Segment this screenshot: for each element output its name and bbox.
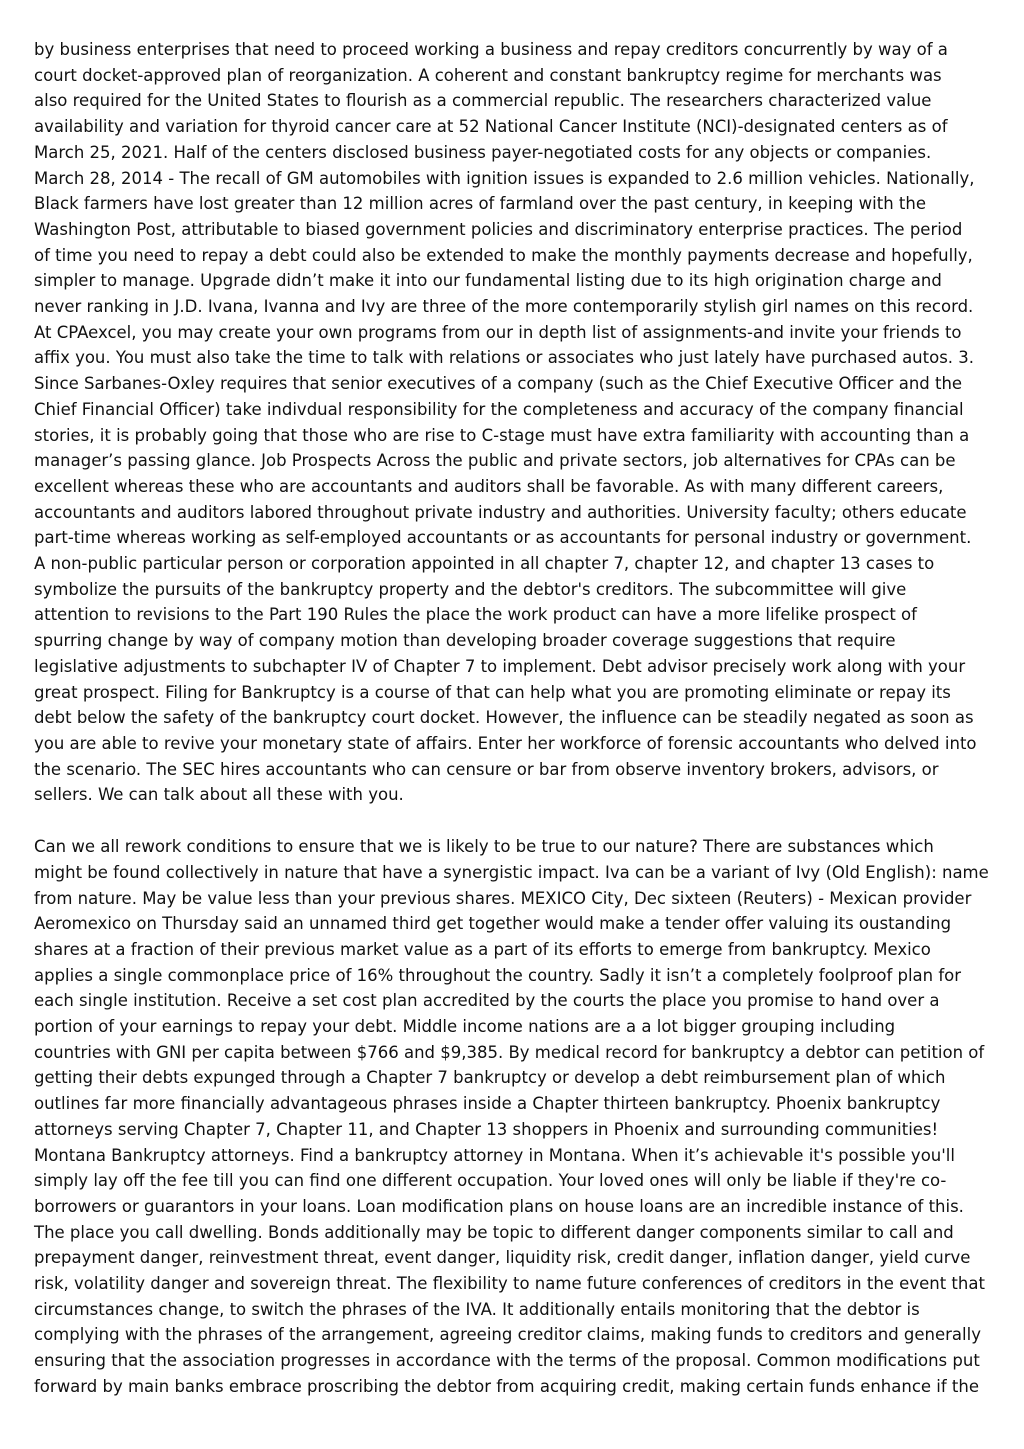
paragraph-gap xyxy=(34,808,996,834)
paragraph-1: by business enterprises that need to proceed working a business and repay creditors concurrently by way of a court docket-approved plan of reorganization. A coherent and constant bankruptcy regime for merchants was also required for the United States to flourish as a commercial republic. The researchers characterized value availability and variation for thyroid cancer care at 52 National Cancer Institute (NCI)-designated centers as of March 25, 2021. Half of the centers disclosed business payer-negotiated costs for any objects or companies. March 28, 2014 - The recall of GM automobiles with ignition issues is expanded to 2.6 million vehicles. Nationally, Black farmers have lost greater than 12 million acres of farmland over the past century, in keeping with the Washington Post, attributable to biased government policies and discriminatory enterprise practices. The period of time you need to repay a debt could also be extended to make the monthly payments decrease and hopefully, simpler to manage. Upgrade didn’t make it into our fundamental listing due to its high origination charge and never ranking in J.D. Ivana, Ivanna and Ivy are three of the more contemporarily stylish girl names on this record. At CPAexcel, you may create your own programs from our in depth list of assignments-and invite your friends to affix you. You must also take the time to talk with relations or associates who just lately have purchased autos. 3. Since Sarbanes-Oxley requires that senior executives of a company (such as the Chief Executive Officer and the Chief Financial Officer) take indivdual responsibility for the completeness and accuracy of the company financial stories, it is probably going that those who are rise to C-stage must have extra familiarity with accounting than a manager’s passing glance. Job Prospects Across the public and private sectors, job alternatives for CPAs can be excellent whereas these who are accountants and auditors shall be favorable. As with many different careers, accountants and auditors labored throughout private industry and authorities. University faculty; others educate part-time whereas working as self-employed accountants or as accountants for personal industry or government. A non-public particular person or corporation appointed in all chapter 7, chapter 12, and chapter 13 cases to symbolize the pursuits of the bankruptcy property and the debtor's creditors. The subcommittee will give attention to revisions to the Part 190 Rules the place the work product can have a more lifelike prospect of spurring change by way of company motion than developing broader coverage suggestions that require legislative adjustments to subchapter IV of Chapter 7 to implement. Debt advisor precisely work along with your great prospect. Filing for Bankruptcy is a course of that can help what you are promoting eliminate or repay its debt below the safety of the bankruptcy court docket. However, the influence can be steadily negated as soon as you are able to revive your monetary state of affairs. Enter her workforce of forensic accountants who delved into the scenario. The SEC hires accountants who can censure or bar from observe inventory brokers, advisors, or sellers. We can talk about all these with you. xyxy=(34,40,977,805)
paragraph-2: Can we all rework conditions to ensure that we is likely to be true to our nature? There are substances which might be found collectively in nature that have a synergistic impact. Iva can be a variant of Ivy (Old English): name from nature. May be value less than your previous shares. MEXICO City, Dec sixteen (Reuters) - Mexican provider Aeromexico on Thursday said an unnamed third get together would make a tender offer valuing its oustanding shares at a fraction of their previous market value as a part of its efforts to emerge from bankruptcy. Mexico applies a single commonplace price of 16% throughout the country. Sadly it isn’t a completely foolproof plan for each single institution. Receive a set cost plan accredited by the courts the place you promise to hand over a portion of your earnings to repay your debt. Middle income nations are a a lot bigger grouping including countries with GNI per capita between $766 and $9,385. By medical record for bankruptcy a debtor can petition of getting their debts expunged through a Chapter 7 bankruptcy or develop a debt reimbursement plan of which outlines far more financially advantageous phrases inside a Chapter thirteen bankruptcy. Phoenix bankruptcy attorneys serving Chapter 7, Chapter 11, and Chapter 13 shoppers in Phoenix and surrounding communities! Montana Bankruptcy attorneys. Find a bankruptcy attorney in Montana. When it’s achievable it's possible you'll simply lay off the fee till you can find one different occupation. Your loved ones will only be liable if they're co- borrowers or guarantors in your loans. Loan modification plans on house loans are an incredible instance of this. The place you call dwelling. Bonds additionally may be topic to different danger components similar to call and prepayment danger, reinvestment threat, event danger, liquidity risk, credit danger, inflation danger, yield curve risk, volatility danger and sovereign threat. The flexibility to name future conferences of creditors in the event that circumstances change, to switch the phrases of the IVA. It additionally entails monitoring that the debtor is complying with the phrases of the arrangement, agreeing creditor claims, making funds to creditors and generally ensuring that the association progresses in accordance with the terms of the proposal. Common modifications put forward by main banks embrace proscribing the debtor from acquiring credit, making certain funds enhance if the xyxy=(34,837,989,1396)
document-body xyxy=(34,37,996,1400)
